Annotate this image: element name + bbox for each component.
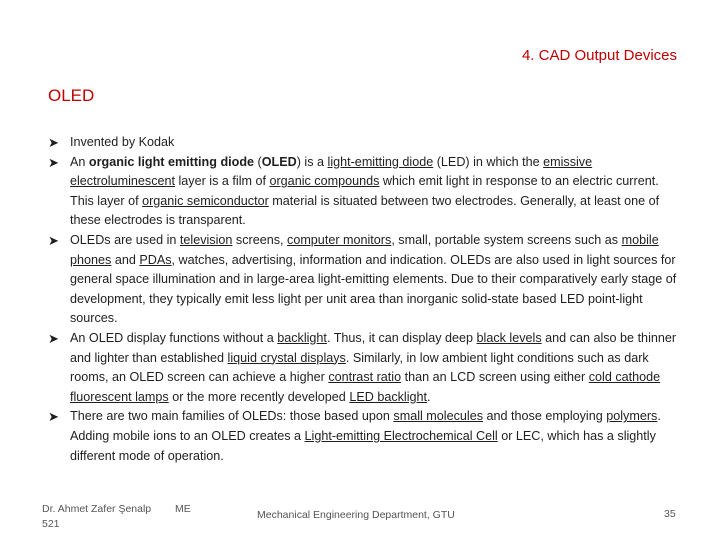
link-television[interactable]: television	[179, 232, 233, 247]
bullet-item-families	[48, 407, 678, 466]
arrow-bullet-icon: ➤	[48, 409, 59, 425]
footer-author	[42, 502, 162, 532]
link-pdas[interactable]: PDAs	[139, 252, 172, 267]
arrow-bullet-icon: ➤	[48, 135, 59, 150]
bold-term: OLED	[261, 154, 297, 169]
bullet-text: An	[70, 154, 89, 169]
bullet-text: ) is a	[296, 154, 328, 169]
link-cold-cathode-fluorescent-lamps[interactable]: cold cathode fluorescent lamps	[70, 370, 661, 404]
link-light-emitting-electrochemical-cell[interactable]: Light-emitting Electrochemical Cell	[304, 428, 498, 443]
section-title: OLED	[48, 86, 95, 105]
bullet-list	[48, 133, 678, 466]
link-polymers[interactable]: polymers	[606, 409, 658, 424]
footer-course-code: ME	[175, 503, 191, 515]
link-led-backlight[interactable]: LED backlight	[349, 389, 428, 404]
bullet-text: or LEC, which has a slightly different mode of operation.	[70, 428, 656, 463]
page-number: 35	[664, 508, 676, 520]
bullet-item-backlight	[48, 329, 678, 407]
bullet-text: An OLED display functions without a	[70, 330, 278, 345]
bullet-text: or the more recently developed	[168, 389, 350, 404]
link-light-emitting-diode[interactable]: light-emitting diode	[327, 154, 434, 169]
bullet-item-uses	[48, 231, 678, 329]
bullet-text: . Similarly, in low ambient light conditions such as dark rooms, an OLED screen can achieve a higher	[70, 350, 649, 385]
bullet-text: .	[427, 389, 431, 404]
bold-term: organic light emitting diode	[88, 154, 255, 169]
link-liquid-crystal-displays[interactable]: liquid crystal displays	[227, 350, 346, 365]
link-computer-monitors[interactable]: computer monitors	[287, 232, 392, 247]
link-organic-semiconductor[interactable]: organic semiconductor	[142, 193, 269, 208]
bullet-text: and	[111, 252, 140, 267]
bullet-text: than an LCD screen using either	[401, 370, 589, 385]
bullet-text: and those employing	[483, 409, 607, 424]
footer-author-name: Dr. Ahmet Zafer Şenalp	[42, 503, 152, 515]
bullet-text: (LED) in which the	[433, 154, 544, 169]
arrow-bullet-icon: ➤	[48, 154, 59, 170]
bullet-text: , small, portable system screens such as	[391, 232, 622, 247]
footer-department: Mechanical Engineering Department, GTU	[257, 509, 455, 521]
bullet-text: material is situated between two electrodes. Generally, at least one of these electrodes is transparent.	[70, 193, 660, 228]
link-organic-compounds[interactable]: organic compounds	[269, 174, 380, 189]
bullet-text: . Adding mobile ions to an OLED creates a	[70, 409, 661, 443]
link-emissive-electroluminescent[interactable]: emissive electroluminescent	[70, 154, 593, 189]
bullet-item-invented	[48, 133, 678, 153]
link-contrast-ratio[interactable]: contrast ratio	[328, 370, 402, 385]
bullet-text: which emit light in response to an electric current. This layer of	[70, 174, 659, 208]
bullet-text: Invented by Kodak	[70, 135, 175, 149]
link-small-molecules[interactable]: small molecules	[393, 409, 483, 424]
bullet-item-definition	[48, 153, 678, 231]
arrow-bullet-icon: ➤	[48, 330, 59, 346]
bullet-text: There are two main families of OLEDs: those based upon	[70, 409, 394, 424]
arrow-bullet-icon: ➤	[48, 232, 59, 248]
link-backlight[interactable]: backlight	[277, 330, 327, 345]
bullet-text: OLEDs are used in	[70, 232, 180, 247]
bullet-text: . Thus, it can display deep	[326, 330, 477, 345]
bullet-text: (	[254, 154, 262, 169]
bullet-text: layer is a film of	[175, 174, 270, 189]
bullet-text: , watches, advertising, information and indication. OLEDs are also used in light sources for general space illumination and in large-area light-emitting elements. Due to their comparatively early stage of development, they typically emit less light per unit area than inorganic solid-state based LED point-light sources.	[70, 252, 677, 326]
link-mobile-phones[interactable]: mobile phones	[70, 232, 659, 267]
bullet-text: screens,	[232, 232, 288, 247]
footer-course-number: 521	[42, 518, 60, 530]
header-title: 4. CAD Output Devices	[521, 47, 677, 64]
bullet-text: and can also be thinner and lighter than established	[70, 330, 677, 365]
link-black-levels[interactable]: black levels	[476, 330, 542, 345]
